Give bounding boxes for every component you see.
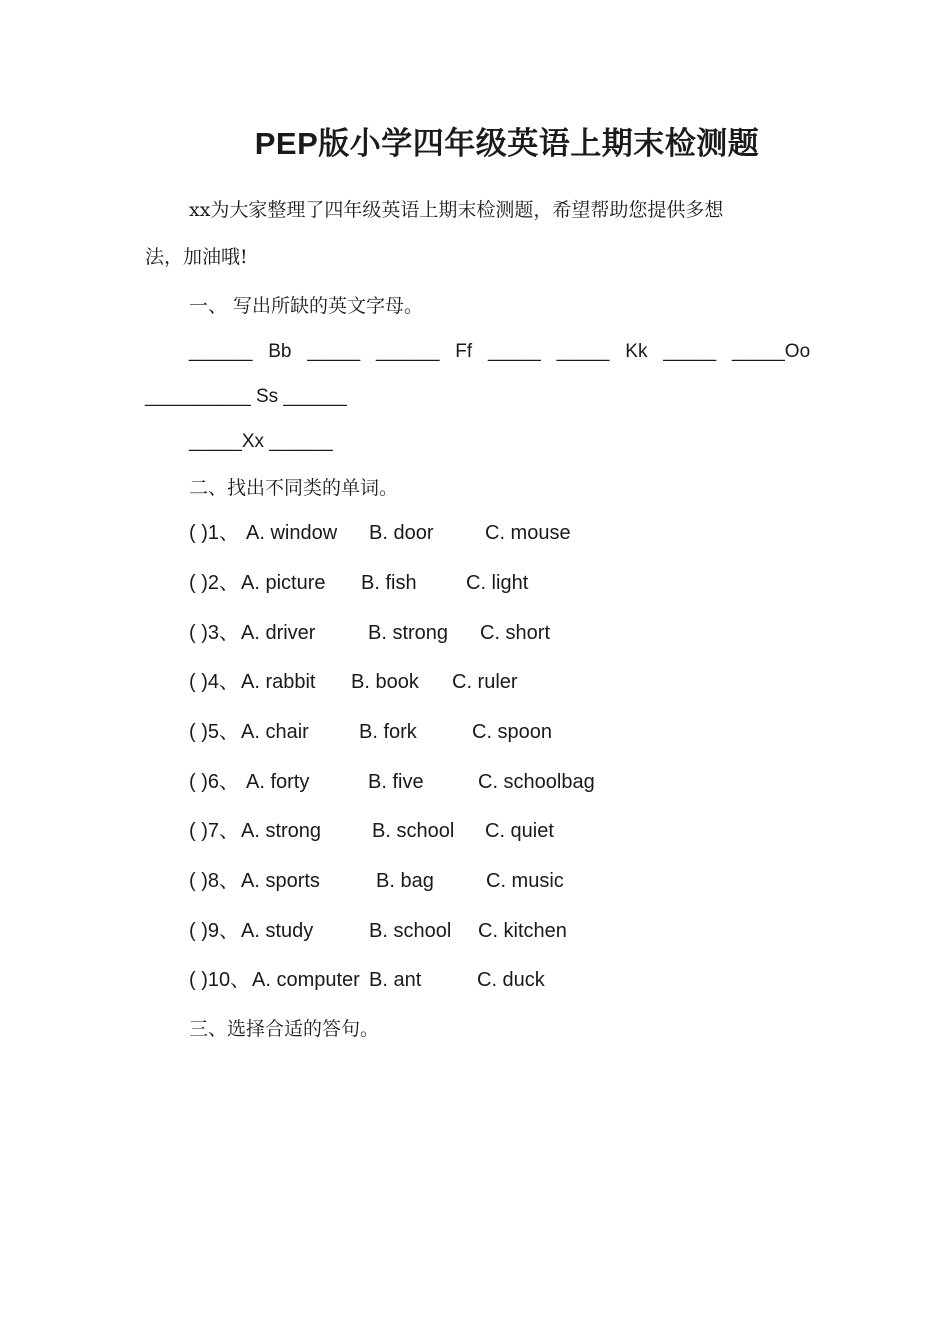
option-c: C. quiet <box>485 820 554 842</box>
option-c: C. mouse <box>485 522 571 544</box>
alphabet-blanks-line2: __________ Ss ______ <box>145 386 347 407</box>
question-number: ( )10、 <box>189 969 251 991</box>
option-b: B. fish <box>361 572 417 594</box>
option-c: C. short <box>480 622 551 644</box>
option-c: C. light <box>466 572 529 594</box>
question-number: ( )8、 <box>189 870 239 892</box>
option-a: A. sports <box>241 870 320 892</box>
section3-heading: 三、选择合适的答句。 <box>189 1018 380 1040</box>
option-b: B. fork <box>359 721 417 743</box>
alphabet-blanks-line1: ______ Bb _____ ______ Ff _____ _____ Kk _____ _____Oo <box>189 341 811 362</box>
option-c: C. kitchen <box>478 920 567 942</box>
document-title: PEP版小学四年级英语上期末检测题 <box>254 126 760 161</box>
option-a: A. chair <box>241 721 309 743</box>
question-number: ( )4、 <box>189 671 239 693</box>
question-number: ( )6、 <box>189 771 239 793</box>
option-c: C. spoon <box>472 721 553 743</box>
option-b: B. door <box>369 522 434 544</box>
question-number: ( )1、 <box>189 522 239 544</box>
option-a: A. driver <box>241 622 316 644</box>
option-b: B. school <box>369 920 452 942</box>
option-b: B. bag <box>376 870 434 892</box>
section1-heading: 一、 写出所缺的英文字母。 <box>189 295 424 317</box>
option-a: A. rabbit <box>241 671 316 693</box>
option-c: C. schoolbag <box>478 771 595 793</box>
alphabet-blanks-line3: _____Xx ______ <box>189 431 333 452</box>
question-number: ( )9、 <box>189 920 239 942</box>
option-a: A. picture <box>241 572 326 594</box>
question-number: ( )5、 <box>189 721 239 743</box>
question-number: ( )3、 <box>189 622 239 644</box>
option-b: B. ant <box>369 969 422 991</box>
intro-text-line1: xx为大家整理了四年级英语上期末检测题，希望帮助您提供多想 <box>189 199 724 221</box>
option-b: B. five <box>368 771 424 793</box>
option-a: A. window <box>246 522 338 544</box>
question-number: ( )2、 <box>189 572 239 594</box>
option-a: A. study <box>241 920 314 942</box>
option-a: A. computer <box>252 969 360 991</box>
option-c: C. music <box>486 870 564 892</box>
option-c: C. duck <box>477 969 545 991</box>
option-b: B. strong <box>368 622 449 644</box>
option-b: B. book <box>351 671 419 693</box>
section2-heading: 二、找出不同类的单词。 <box>189 477 399 499</box>
option-c: C. ruler <box>452 671 518 693</box>
intro-text-line2: 法，加油哦! <box>145 246 248 268</box>
option-a: A. strong <box>241 820 322 842</box>
option-a: A. forty <box>246 771 310 793</box>
question-number: ( )7、 <box>189 820 239 842</box>
option-b: B. school <box>372 820 455 842</box>
